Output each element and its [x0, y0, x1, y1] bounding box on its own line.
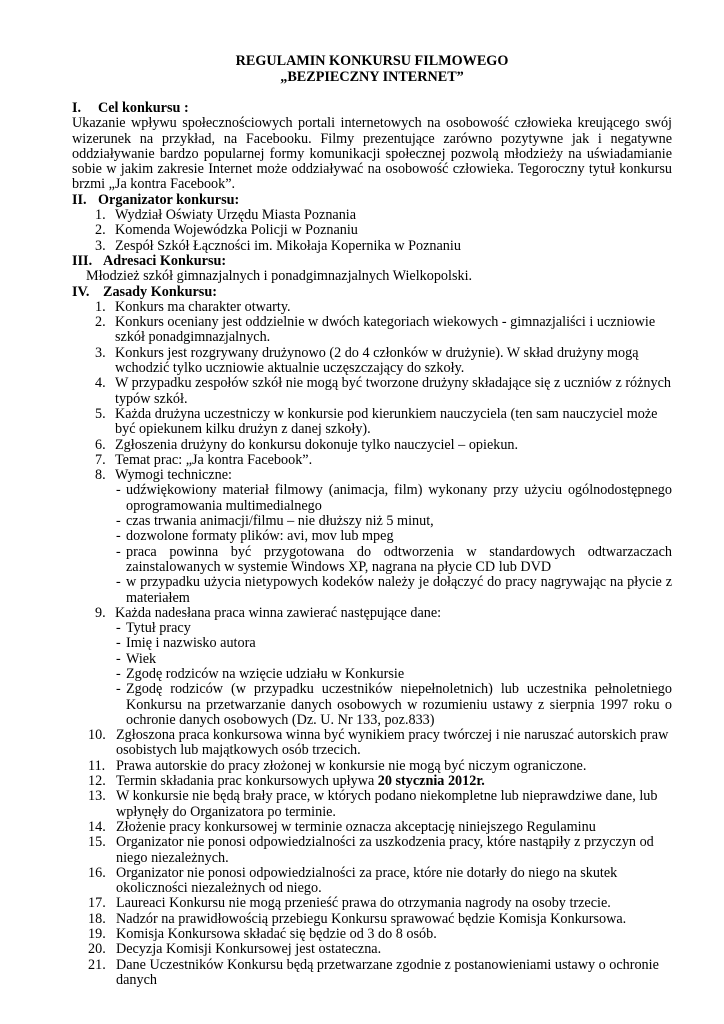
- rule-item: 12. Termin składania prac konkursowych upływa 20 stycznia 2012r.: [88, 773, 485, 790]
- technical-requirement: - praca powinna być przygotowana do odtworzenia w standardowych odtwarzaczach zainstalowanych w systemie Windows XP, nagrana na płycie CD lub DVD: [116, 543, 672, 575]
- rule-item: 1. Konkurs ma charakter otwarty.: [95, 298, 291, 315]
- rule-item: 7. Temat prac: „Ja kontra Facebook”.: [95, 451, 313, 468]
- document-subtitle: „BEZPIECZNY INTERNET”: [280, 69, 464, 85]
- audience-text: Młodzież szkół gimnazjalnych i ponadgimnazjalnych Wielkopolski.: [86, 268, 473, 285]
- deadline-date: 20 stycznia 2012r.: [377, 773, 485, 790]
- goal-paragraph: Ukazanie wpływu społecznościowych portali internetowych na osobowość człowieka kreującego swój wizerunek na przykład, na Facebooku. Filmy prezentujące zarówno pozytywne jak i negatywne oddziaływanie bardzo popularnej formy komunikacji społecznej pozwolą młodzieży na uświadamianie sobie w jakim zakresie Internet może oddziaływać na osobowość człowieka. Tegoroczny tytuł konkursu brzmi „Ja kontra Facebook”.: [72, 115, 672, 193]
- rule-item: 20. Decyzja Komisji Konkursowej jest ostateczna.: [88, 941, 382, 958]
- section-heading-goal: I. Cel konkursu :: [72, 100, 189, 116]
- section-heading-rules: IV. Zasady Konkursu:: [72, 283, 217, 300]
- rule-item: 10. Zgłoszona praca konkursowa winna być wynikiem pracy twórczej i nie naruszać autorskich praw osobistych lub majątkowych osób trzecich.: [88, 727, 669, 759]
- rule-item: 14. Złożenie pracy konkursowej w terminie oznacza akceptację niniejszego Regulaminu: [88, 818, 596, 835]
- required-data-item: - Tytuł pracy: [116, 620, 191, 637]
- rule-item: 18. Nadzór na prawidłowością przebiegu Konkursu sprawować będzie Komisja Konkursowa.: [88, 910, 627, 927]
- required-data-item: - Zgodę rodziców (w przypadku uczestników niepełnoletnich) lub uczestnika pełnoletniego Konkursu na przetwarzanie danych osobowych w rozumieniu ustawy z sierpnia 1997 roku o ochronie danych osobowych (Dz. U. Nr 133, poz.833): [116, 681, 672, 728]
- organizer-item: 3. Zespół Szkół Łączności im. Mikołaja Kopernika w Poznaniu: [95, 237, 461, 254]
- rule-item: 4. W przypadku zespołów szkół nie mogą być tworzone drużyny składające się z uczniów z różnych typów szkół.: [95, 375, 672, 407]
- section-heading-organizer: II. Organizator konkursu:: [72, 191, 240, 208]
- rule-item: 8. Wymogi techniczne:: [95, 467, 232, 484]
- technical-requirement: - udźwiękowiony materiał filmowy (animacja, film) wykonany przy użyciu ogólnodostępnego oprogramowania multimedialnego: [116, 482, 672, 514]
- document-body: [72, 101, 672, 988]
- rule-item: 6. Zgłoszenia drużyny do konkursu dokonuje tylko nauczyciel – opiekun.: [95, 436, 519, 453]
- organizer-item: 2. Komenda Wojewódzka Policji w Poznaniu: [95, 222, 358, 239]
- rule-item: 5. Każda drużyna uczestniczy w konkursie pod kierunkiem nauczyciela (ten sam nauczyciel może być opiekunem kilku drużyn z danej szkoły).: [95, 405, 658, 438]
- rule-item: 13. W konkursie nie będą brały prace, w których podano niekompletne lub nieprawdziwe dane, lub wpłynęły do Organizatora po terminie.: [88, 788, 658, 820]
- required-data-item: - Zgodę rodziców na wzięcie udziału w Konkursie: [116, 665, 405, 682]
- required-data-item: - Imię i nazwisko autora: [116, 635, 256, 652]
- technical-requirement: - czas trwania animacji/filmu – nie dłuższy niż 5 minut,: [116, 513, 434, 530]
- organizer-item: 1. Wydział Oświaty Urzędu Miasta Poznania: [95, 207, 357, 224]
- rule-item: 16. Organizator nie ponosi odpowiedzialności za prace, które nie dotarły do niego na skutek okoliczności niezależnych od niego.: [88, 864, 618, 897]
- required-data-item: - Wiek: [116, 650, 157, 667]
- document-title: REGULAMIN KONKURSU FILMOWEGO: [235, 53, 509, 69]
- technical-requirement: - w przypadku użycia nietypowych kodeków należy je dołączyć do pracy nagrywając na płycie z materiałem: [116, 574, 672, 606]
- rule-item: 9. Każda nadesłana praca winna zawierać następujące dane:: [95, 604, 442, 621]
- rule-item: 11. Prawa autorskie do pracy złożonej w konkursie nie mogą być niczym ograniczone.: [88, 757, 587, 774]
- rule-item: 21. Dane Uczestników Konkursu będą przetwarzane zgodnie z postanowieniami ustawy o ochronie danych: [88, 956, 659, 988]
- technical-requirement: - dozwolone formaty plików: avi, mov lub mpeg: [116, 528, 394, 545]
- rule-item: 17. Laureaci Konkursu nie mogą przenieść prawa do otrzymania nagrody na osoby trzecie.: [88, 895, 611, 912]
- section-heading-audience: III. Adresaci Konkursu:: [72, 252, 227, 269]
- rule-item: 3. Konkurs jest rozgrywany drużynowo (2 do 4 członków w drużynie). W skład drużyny mogą wchodzić tylko uczniowie aktualnie uczęszczający do szkoły.: [95, 344, 639, 377]
- rule-item: 19. Komisja Konkursowa składać się będzie od 3 do 8 osób.: [88, 926, 437, 943]
- rule-item: 15. Organizator nie ponosi odpowiedzialności za uszkodzenia pracy, które nastąpiły z przyczyn od niego niezależnych.: [88, 834, 654, 866]
- rule-item: 2. Konkurs oceniany jest oddzielnie w dwóch kategoriach wiekowych - gimnazjaliści i uczniowie szkół ponadgimnazjalnych.: [95, 314, 656, 346]
